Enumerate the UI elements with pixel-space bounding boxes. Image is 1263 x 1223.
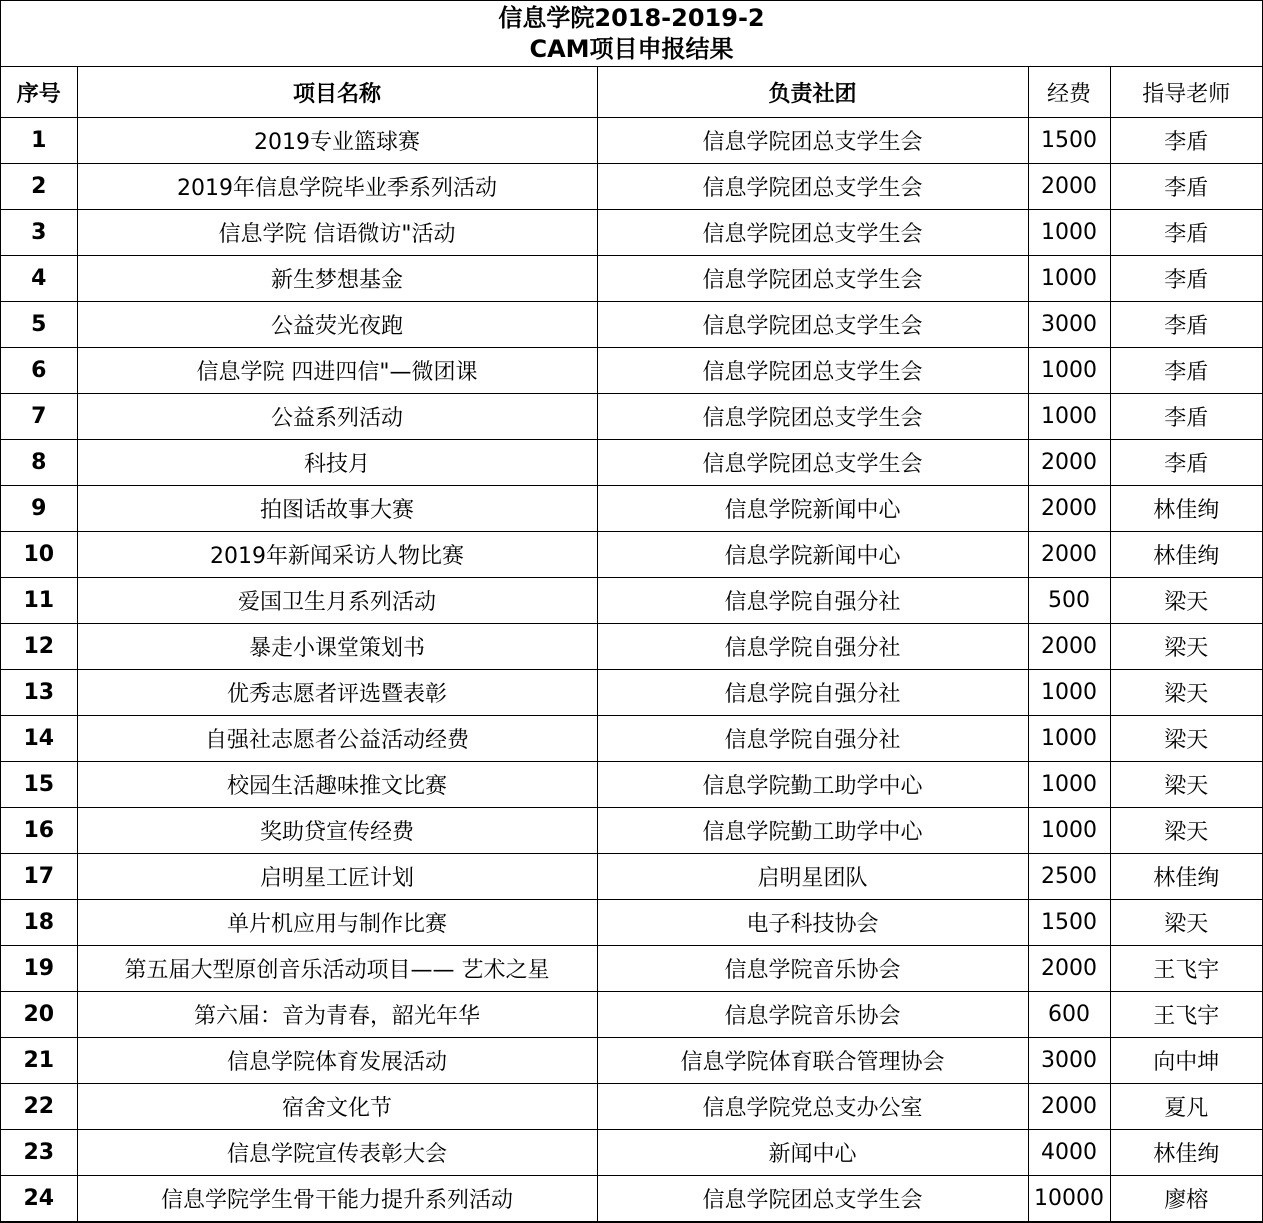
cell-teacher[interactable]: 梁天: [1110, 578, 1262, 624]
table-row: [1, 394, 1262, 440]
cell-funding[interactable]: 1000: [1028, 716, 1110, 762]
cell-organization[interactable]: 信息学院团总支学生会: [597, 348, 1028, 394]
cell-teacher[interactable]: 王飞宇: [1110, 992, 1262, 1038]
table-row: [1, 900, 1262, 946]
cell-project-name[interactable]: 暴走小课堂策划书: [77, 624, 597, 670]
table-row: [1, 486, 1262, 532]
table-row: [1, 1038, 1262, 1084]
cell-teacher[interactable]: 林佳绚: [1110, 486, 1262, 532]
cell-project-name[interactable]: 爱国卫生月系列活动: [77, 578, 597, 624]
cell-no[interactable]: 2: [1, 164, 77, 210]
cell-no[interactable]: 17: [1, 854, 77, 900]
cell-no[interactable]: 19: [1, 946, 77, 992]
cell-organization[interactable]: 电子科技协会: [597, 900, 1028, 946]
cell-funding[interactable]: 1500: [1028, 118, 1110, 164]
cell-no[interactable]: 1: [1, 118, 77, 164]
cell-teacher[interactable]: 李盾: [1110, 394, 1262, 440]
cell-no[interactable]: 4: [1, 256, 77, 302]
cell-teacher[interactable]: 李盾: [1110, 210, 1262, 256]
table-row: [1, 716, 1262, 762]
header-project-name[interactable]: 项目名称: [77, 67, 597, 118]
header-organization[interactable]: 负责社团: [597, 67, 1028, 118]
cell-funding[interactable]: 1000: [1028, 256, 1110, 302]
title-line-1: 信息学院2018-2019-2: [498, 4, 765, 32]
cell-organization[interactable]: 信息学院新闻中心: [597, 532, 1028, 578]
cell-funding[interactable]: 2000: [1028, 946, 1110, 992]
table-row: [1, 578, 1262, 624]
header-row: [1, 67, 1262, 118]
table-row: [1, 164, 1262, 210]
cell-organization[interactable]: 信息学院勤工助学中心: [597, 808, 1028, 854]
cell-no[interactable]: 15: [1, 762, 77, 808]
table-body: [1, 118, 1262, 1222]
cell-project-name[interactable]: 信息学院学生骨干能力提升系列活动: [77, 1176, 597, 1222]
cell-organization[interactable]: 信息学院音乐协会: [597, 946, 1028, 992]
cell-project-name[interactable]: 单片机应用与制作比赛: [77, 900, 597, 946]
cell-project-name[interactable]: 启明星工匠计划: [77, 854, 597, 900]
cell-no[interactable]: 16: [1, 808, 77, 854]
cell-organization[interactable]: 信息学院自强分社: [597, 578, 1028, 624]
table-row: [1, 1084, 1262, 1130]
cell-teacher[interactable]: 李盾: [1110, 164, 1262, 210]
cell-organization[interactable]: 信息学院团总支学生会: [597, 164, 1028, 210]
cell-funding[interactable]: 1000: [1028, 670, 1110, 716]
table-row: [1, 670, 1262, 716]
table-row: [1, 1176, 1262, 1222]
cell-project-name[interactable]: 奖助贷宣传经费: [77, 808, 597, 854]
cell-project-name[interactable]: 2019专业篮球赛: [77, 118, 597, 164]
cell-organization[interactable]: 信息学院团总支学生会: [597, 256, 1028, 302]
cell-funding[interactable]: 3000: [1028, 1038, 1110, 1084]
cell-no[interactable]: 5: [1, 302, 77, 348]
table-row: [1, 808, 1262, 854]
cell-no[interactable]: 8: [1, 440, 77, 486]
cell-no[interactable]: 7: [1, 394, 77, 440]
cell-no[interactable]: 10: [1, 532, 77, 578]
header-funding[interactable]: 经费: [1028, 67, 1110, 118]
cell-organization[interactable]: 信息学院新闻中心: [597, 486, 1028, 532]
cell-no[interactable]: 6: [1, 348, 77, 394]
cell-project-name[interactable]: 信息学院 信语微访"活动: [77, 210, 597, 256]
cell-funding[interactable]: 600: [1028, 992, 1110, 1038]
cell-organization[interactable]: 信息学院团总支学生会: [597, 302, 1028, 348]
cell-funding[interactable]: 3000: [1028, 302, 1110, 348]
cell-organization[interactable]: 信息学院自强分社: [597, 624, 1028, 670]
cell-funding[interactable]: 2000: [1028, 440, 1110, 486]
cell-funding[interactable]: 2000: [1028, 486, 1110, 532]
cell-teacher[interactable]: 廖榕: [1110, 1176, 1262, 1222]
cell-funding[interactable]: 2500: [1028, 854, 1110, 900]
cell-project-name[interactable]: 信息学院 四进四信"—微团课: [77, 348, 597, 394]
cell-organization[interactable]: 信息学院自强分社: [597, 670, 1028, 716]
table-row: [1, 992, 1262, 1038]
cell-organization[interactable]: 信息学院体育联合管理协会: [597, 1038, 1028, 1084]
header-no[interactable]: 序号: [1, 67, 77, 118]
cell-teacher[interactable]: 李盾: [1110, 256, 1262, 302]
table-row: [1, 624, 1262, 670]
cell-funding[interactable]: 2000: [1028, 1084, 1110, 1130]
cell-funding[interactable]: 1500: [1028, 900, 1110, 946]
cell-no[interactable]: 12: [1, 624, 77, 670]
title-line-2: CAM项目申报结果: [529, 35, 734, 63]
cell-project-name[interactable]: 拍图话故事大赛: [77, 486, 597, 532]
table-row: [1, 118, 1262, 164]
cell-funding[interactable]: 1000: [1028, 762, 1110, 808]
table-row: [1, 210, 1262, 256]
cell-project-name[interactable]: 2019年新闻采访人物比赛: [77, 532, 597, 578]
cell-teacher[interactable]: 梁天: [1110, 624, 1262, 670]
cell-no[interactable]: 3: [1, 210, 77, 256]
cell-project-name[interactable]: 信息学院体育发展活动: [77, 1038, 597, 1084]
sheet-title: [1, 1, 1262, 67]
table-row: [1, 762, 1262, 808]
cell-organization[interactable]: 信息学院党总支办公室: [597, 1084, 1028, 1130]
table-row: [1, 440, 1262, 486]
cell-teacher[interactable]: 林佳绚: [1110, 854, 1262, 900]
cell-teacher[interactable]: 向中坤: [1110, 1038, 1262, 1084]
cell-organization[interactable]: 新闻中心: [597, 1130, 1028, 1176]
cell-teacher[interactable]: 梁天: [1110, 762, 1262, 808]
cell-teacher[interactable]: 梁天: [1110, 670, 1262, 716]
header-teacher[interactable]: 指导老师: [1110, 67, 1262, 118]
table-row: [1, 348, 1262, 394]
cell-project-name[interactable]: 第五届大型原创音乐活动项目—— 艺术之星: [77, 946, 597, 992]
cell-project-name[interactable]: 信息学院宣传表彰大会: [77, 1130, 597, 1176]
cell-project-name[interactable]: 优秀志愿者评选暨表彰: [77, 670, 597, 716]
cell-no[interactable]: 11: [1, 578, 77, 624]
cell-teacher[interactable]: 李盾: [1110, 440, 1262, 486]
cell-teacher[interactable]: 李盾: [1110, 118, 1262, 164]
table-row: [1, 256, 1262, 302]
cell-no[interactable]: 13: [1, 670, 77, 716]
cell-no[interactable]: 24: [1, 1176, 77, 1222]
cell-no[interactable]: 21: [1, 1038, 77, 1084]
cell-teacher[interactable]: 夏凡: [1110, 1084, 1262, 1130]
cell-funding[interactable]: 1000: [1028, 808, 1110, 854]
cell-project-name[interactable]: 公益荧光夜跑: [77, 302, 597, 348]
cell-organization[interactable]: 信息学院勤工助学中心: [597, 762, 1028, 808]
cell-teacher[interactable]: 李盾: [1110, 348, 1262, 394]
cell-project-name[interactable]: 自强社志愿者公益活动经费: [77, 716, 597, 762]
cell-no[interactable]: 23: [1, 1130, 77, 1176]
cell-project-name[interactable]: 第六届：音为青春，韶光年华: [77, 992, 597, 1038]
table-row: [1, 946, 1262, 992]
table-row: [1, 1130, 1262, 1176]
cell-no[interactable]: 22: [1, 1084, 77, 1130]
cell-organization[interactable]: 信息学院团总支学生会: [597, 118, 1028, 164]
cell-funding[interactable]: 10000: [1028, 1176, 1110, 1222]
cell-teacher[interactable]: 梁天: [1110, 900, 1262, 946]
cell-organization[interactable]: 信息学院团总支学生会: [597, 440, 1028, 486]
table-row: [1, 532, 1262, 578]
table-row: [1, 854, 1262, 900]
cell-teacher[interactable]: 梁天: [1110, 808, 1262, 854]
cell-teacher[interactable]: 李盾: [1110, 302, 1262, 348]
cell-funding[interactable]: 1000: [1028, 210, 1110, 256]
cell-organization[interactable]: 信息学院自强分社: [597, 716, 1028, 762]
cell-no[interactable]: 9: [1, 486, 77, 532]
cell-funding[interactable]: 2000: [1028, 624, 1110, 670]
cell-project-name[interactable]: 2019年信息学院毕业季系列活动: [77, 164, 597, 210]
cell-organization[interactable]: 信息学院团总支学生会: [597, 394, 1028, 440]
cell-organization[interactable]: 信息学院团总支学生会: [597, 210, 1028, 256]
cell-funding[interactable]: 2000: [1028, 532, 1110, 578]
table-row: [1, 302, 1262, 348]
cell-funding[interactable]: 2000: [1028, 164, 1110, 210]
cell-teacher[interactable]: 梁天: [1110, 716, 1262, 762]
cell-teacher[interactable]: 林佳绚: [1110, 1130, 1262, 1176]
cell-project-name[interactable]: 新生梦想基金: [77, 256, 597, 302]
cell-project-name[interactable]: 宿舍文化节: [77, 1084, 597, 1130]
cell-organization[interactable]: 信息学院音乐协会: [597, 992, 1028, 1038]
cell-no[interactable]: 14: [1, 716, 77, 762]
cell-no[interactable]: 18: [1, 900, 77, 946]
results-table: [1, 67, 1262, 1222]
cell-funding[interactable]: 4000: [1028, 1130, 1110, 1176]
cell-organization[interactable]: 启明星团队: [597, 854, 1028, 900]
cell-no[interactable]: 20: [1, 992, 77, 1038]
cell-funding[interactable]: 500: [1028, 578, 1110, 624]
cell-teacher[interactable]: 王飞宇: [1110, 946, 1262, 992]
cell-project-name[interactable]: 公益系列活动: [77, 394, 597, 440]
cell-project-name[interactable]: 科技月: [77, 440, 597, 486]
cell-funding[interactable]: 1000: [1028, 394, 1110, 440]
cell-funding[interactable]: 1000: [1028, 348, 1110, 394]
cell-organization[interactable]: 信息学院团总支学生会: [597, 1176, 1028, 1222]
cell-project-name[interactable]: 校园生活趣味推文比赛: [77, 762, 597, 808]
cell-teacher[interactable]: 林佳绚: [1110, 532, 1262, 578]
